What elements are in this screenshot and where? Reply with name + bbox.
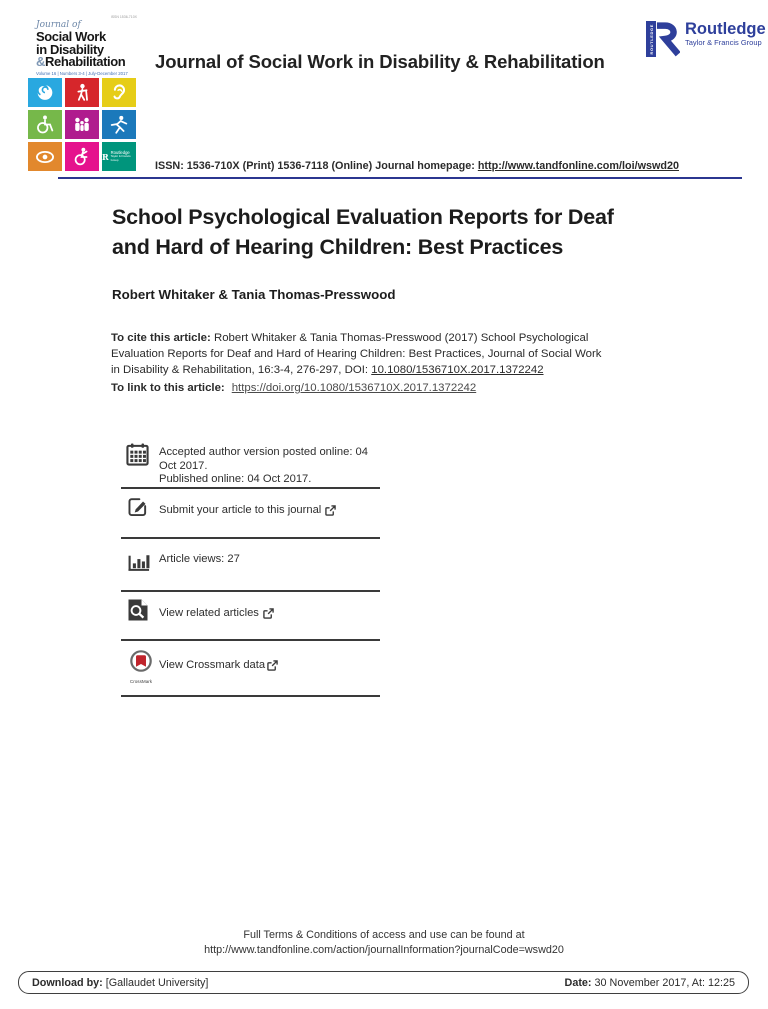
download-by: Download by: [Gallaudet University] — [32, 976, 209, 989]
crossmark-caption: CrossMark — [129, 678, 153, 684]
accepted-online-date: Accepted author version posted online: 04 Oct 2017. — [159, 446, 368, 472]
cover-masthead-line3: &Rehabilitation — [36, 54, 126, 70]
routledge-r-curve-icon — [656, 21, 680, 57]
article-views-count: Article views: 27 — [159, 553, 240, 565]
cover-masthead-journal-of: Journal of — [36, 20, 81, 30]
cover-tile-mind-icon — [28, 78, 62, 107]
cover-tile-ear-icon — [102, 78, 136, 107]
article-title: School Psychological Evaluation Reports for Deaf and Hard of Hearing Children: Best Practices — [112, 205, 614, 259]
doi-url-link[interactable]: https://doi.org/10.1080/1536710X.2017.1372242 — [231, 382, 477, 394]
cover-tile-family-icon — [65, 110, 99, 139]
related-articles-icon — [127, 598, 149, 627]
cover-amp: & — [36, 54, 45, 70]
cover-tile-eye-icon — [28, 142, 62, 171]
list-divider — [121, 639, 380, 641]
cover-tile-wheelchair-icon — [28, 110, 62, 139]
submit-article-icon — [127, 496, 149, 523]
download-info-bar — [18, 971, 749, 994]
cover-tile-wheelchair-person-icon — [65, 142, 99, 171]
terms-url-link[interactable]: http://www.tandfonline.com/action/journalInformation?journalCode=wswd20 — [204, 944, 564, 956]
citation-block — [111, 330, 601, 379]
cover-masthead-line1: Social Work — [36, 29, 106, 44]
journal-homepage-link[interactable]: http://www.tandfonline.com/loi/wswd20 — [477, 160, 679, 172]
routledge-colophon-icon: ROUTLEDGE — [646, 21, 680, 57]
external-link-icon — [325, 505, 336, 516]
external-link-icon — [263, 608, 274, 619]
journal-cover-image — [25, 14, 139, 174]
header-divider — [58, 177, 742, 179]
list-divider — [121, 487, 380, 489]
calendar-icon — [126, 443, 149, 471]
cover-masthead-title — [36, 31, 125, 69]
article-views-icon — [127, 549, 151, 577]
publisher-name: Routledge — [685, 20, 766, 38]
download-date: Date: 30 November 2017, At: 12:25 — [564, 976, 735, 989]
cover-tile-walking-person-icon — [65, 78, 99, 107]
doi-link[interactable]: 10.1080/1536710X.2017.1372242 — [371, 364, 544, 377]
cover-issn-text: ISSN 1536-710X — [110, 15, 137, 19]
routledge-logo — [646, 21, 766, 57]
issn-line: ISSN: 1536-710X (Print) 1536-7118 (Online) Journal homepage: http://www.tandfonline.com/loi/wswd20 — [155, 160, 679, 172]
publisher-tagline: Taylor & Francis Group — [685, 38, 762, 47]
terms-url — [0, 944, 768, 956]
cover-tile-athlete-icon — [102, 110, 136, 139]
published-online-date: Published online: 04 Oct 2017. — [159, 473, 312, 486]
cover-tile-grid — [28, 78, 136, 171]
view-related-articles-link[interactable]: View related articles — [159, 607, 274, 621]
list-divider — [121, 537, 380, 539]
article-authors: Robert Whitaker & Tania Thomas-Presswood — [112, 287, 396, 302]
article-link-line — [111, 382, 476, 394]
cover-masthead-line2: in Disability — [36, 41, 104, 57]
external-link-icon — [267, 660, 278, 671]
citation-line1: To cite this article: Robert Whitaker & Tania Thomas-Presswood (2017) School Psychological — [111, 332, 589, 344]
crossmark-icon — [128, 649, 154, 684]
publication-dates — [159, 446, 381, 487]
view-crossmark-data-link[interactable]: View Crossmark data — [159, 659, 278, 673]
list-divider — [121, 590, 380, 592]
cover-issue-info: Volume 16 | Numbers 3-4 | July-December 2017 — [36, 71, 128, 76]
citation-line3: in Disability & Rehabilitation, 16:3-4, 276-297, DOI: 10.1080/1536710X.2017.1372242 — [111, 364, 544, 377]
cover-tile-routledge-logo: R Routledge Taylor & Francis Group — [102, 142, 136, 171]
submit-article-link[interactable]: Submit your article to this journal — [159, 504, 336, 518]
cite-label: To cite this article: — [111, 332, 211, 344]
journal-title: Journal of Social Work in Disability & Rehabilitation — [155, 51, 605, 72]
routledge-r-mark: R — [102, 151, 109, 162]
citation-line2: Evaluation Reports for Deaf and Hard of Hearing Children: Best Practices, Journal of Social Work — [111, 348, 602, 361]
list-divider — [121, 695, 380, 697]
link-label: To link to this article: — [111, 382, 225, 394]
terms-text: Full Terms & Conditions of access and use can be found at — [243, 929, 525, 941]
